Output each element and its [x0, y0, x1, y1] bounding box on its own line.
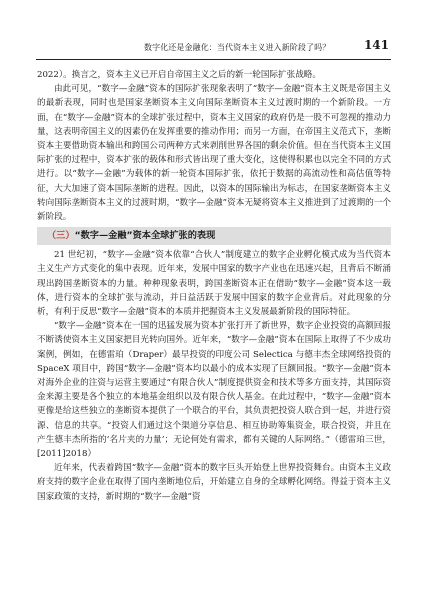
paragraph: “数字—金融”资本在一国的迅猛发展为资本扩张打开了新世界，数字企业投资的高额回报不断诱使资本主义国家把目光转向国外。近年来，“数字—金融”资本在国际上取得了不少成功案例，例如，在德雷珀（Draper）最早投资的印度公司 Selectica 与德丰杰全球网络投资的 SpaceX 项目中，跨国“数字—金融”资本均以最小的成本实现了巨额回报。“数字—金融”资本对海外企业的注资与运营主要通过“有限合伙人”制度提供资金和技术等多方面支持，其国际资金来源主要是各个独立的本地基金组织以及有限合伙人基金。在此过程中，“数字—金融”资本更像是给这些独立的垄断资本提供了一个联合的平台，其负责把投资人联合到一起，并进行资源、信息的共享。“投资人们通过这个渠道分享信息、相互协助筹集资金，联合投资，并且在产生德丰杰所指的‘名片夹的力量’；无论何处有需求，都有关键的人际网络。”（德雷珀三世，[2011]2018）	[37, 321, 391, 460]
paragraph: 2022）。换言之，资本主义已开启自帝国主义之后的新一轮国际扩张战略。	[37, 70, 321, 80]
running-head: 数字化还是金融化：当代资本主义进入新阶段了吗？	[144, 43, 331, 52]
page-header	[0, 40, 427, 58]
section-heading-text: “数字—金融”资本全球扩张的表现	[74, 230, 216, 242]
section-heading-prefix: （三）	[47, 230, 75, 242]
section-heading	[37, 227, 391, 245]
header-rule	[36, 59, 391, 60]
paragraph: 由此可见，“数字—金融”资本的国际扩张现象表明了“数字—金融”资本主义既是帝国主义的最新表现，同时也是国家垄断资本主义向国际垄断资本主义过渡时期的一个新阶段。一方面，在“数字—金融”资本的全球扩张过程中，资本主义国家的政府仍是一股不可忽视的推动力量，这表明帝国主义的因素仍在发挥重要的推动作用；而另一方面，在帝国主义范式下，垄断资本主要借助资本输出和跨国公司两种方式来剥削世界各国的剩余价值。但在当代资本主义国际扩张的过程中，资本扩张的载体和形式皆出现了重大变化，这使得积累也以完全不同的方式进行。以“数字—金融”为载体的新一轮资本国际扩张，依托于数据的高流动性和高估值等特征，大大加速了资本国际垄断的进程。因此，以资本的国际输出为标志，在国家垄断资本主义转向国际垄断资本主义的过渡时期，“数字—金融”资本无疑将资本主义推进到了过渡期的一个新阶段。	[37, 84, 391, 223]
paragraph: 近年来，代表着跨国“数字—金融”资本的数字巨头开始登上世界投资舞台。由资本主义政府支持的数字企业在取得了国内垄断地位后，开始建立自身的全球孵化网络。得益于资本主义国家政策的支持，新时期的“数字—金融”资	[37, 463, 391, 502]
body-text	[37, 68, 391, 504]
page-number: 141	[363, 38, 389, 52]
paragraph: 21 世纪初，“数字—金融”资本依靠“合伙人”制度建立的数字企业孵化模式成为当代资本主义生产方式变化的集中表现。近年来，发展中国家的数字产业也在迅速兴起，且背后不断涌现出跨国垄断资本的力量。种种现象表明，跨国垄断资本正在借助“数字—金融”资本这一载体，进行资本的全球扩张与流动，并日益活跃于发展中国家的数字企业背后。对此现象的分析，有利于反思“数字—金融”资本的本质并把握资本主义发展最新阶段的国际特征。	[37, 250, 391, 318]
